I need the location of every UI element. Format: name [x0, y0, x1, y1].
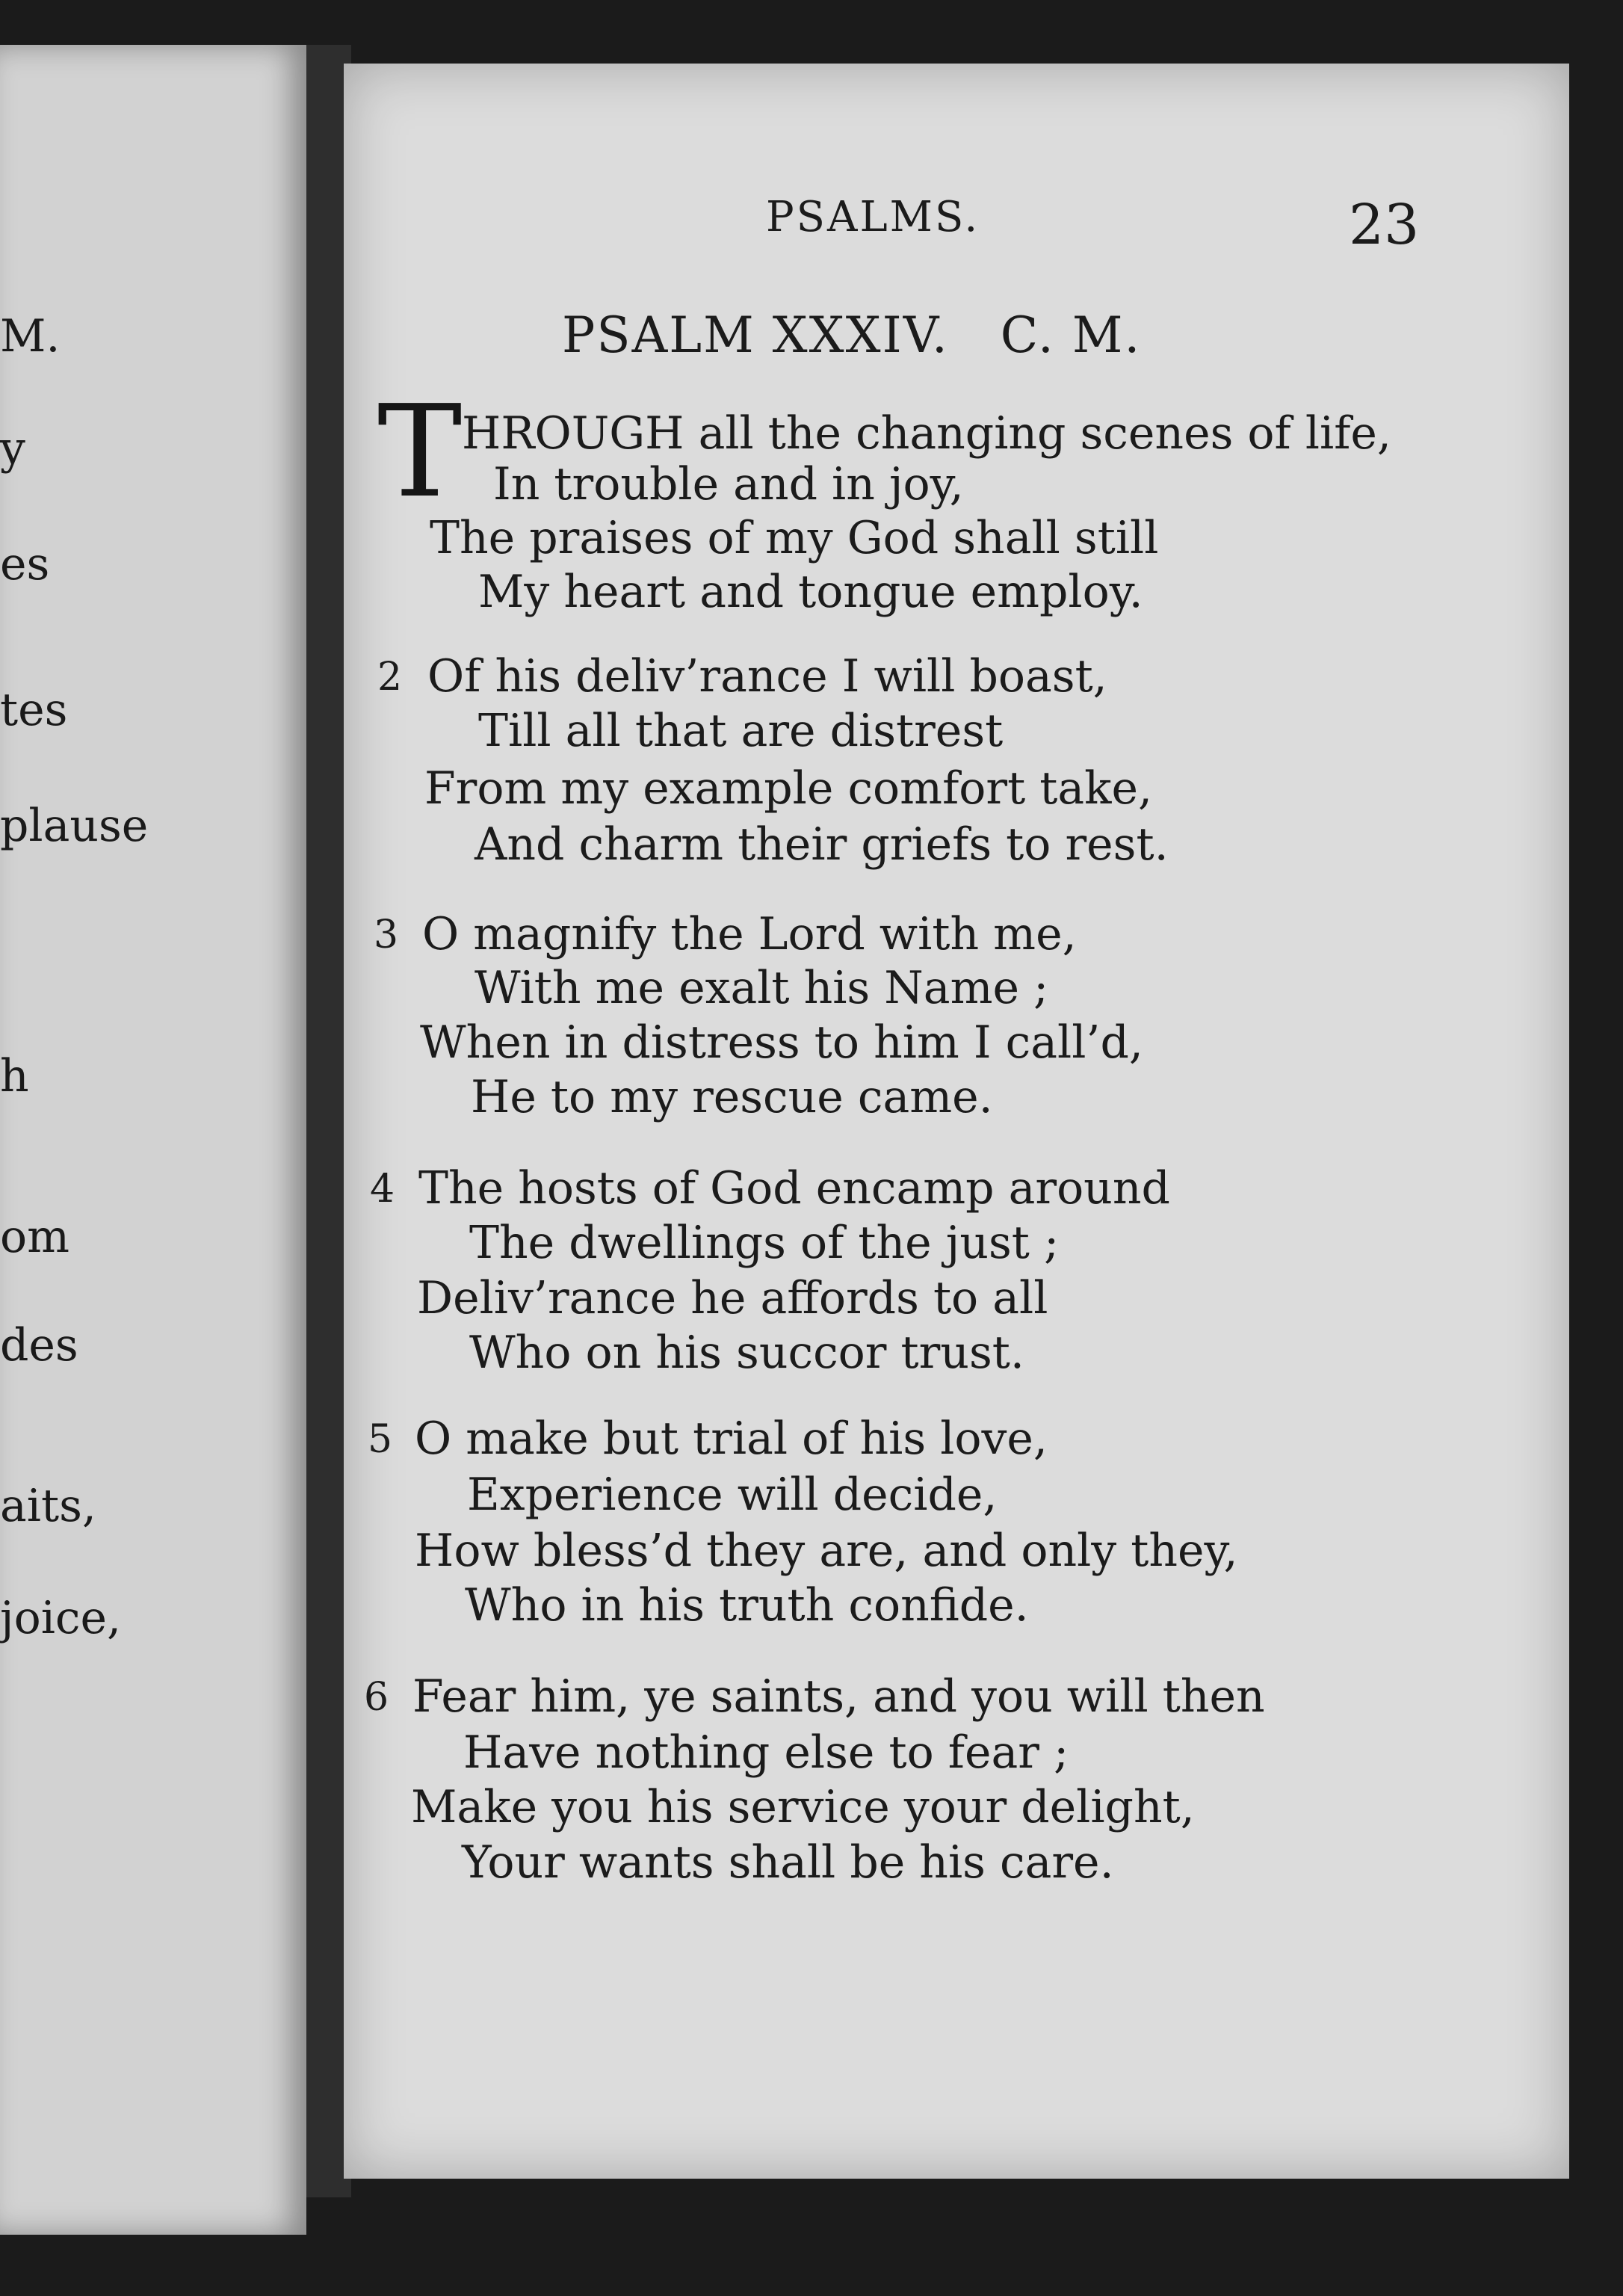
verse-line: The hosts of God encamp around [418, 1162, 1170, 1215]
left-page-fragment: es [0, 538, 50, 590]
verse-number: 2 [377, 655, 403, 700]
verse-line: And charm their griefs to rest. [474, 818, 1169, 871]
verse-line: HROUGH all the changing scenes of life, [462, 407, 1392, 460]
psalm-title: PSALM XXXIV. C. M. [562, 306, 1142, 364]
verse-line: The praises of my God shall still [430, 512, 1159, 564]
verse-number: 6 [364, 1675, 389, 1720]
verse-line: Fear him, ye saints, and you will then [412, 1670, 1265, 1723]
verse-line: He to my rescue came. [471, 1071, 993, 1123]
left-page-fragment: joice, [0, 1592, 122, 1644]
verse-line: The dwellings of the just ; [469, 1217, 1060, 1269]
left-page [0, 45, 306, 2235]
verse-line: Deliv’rance he affords to all [417, 1272, 1048, 1324]
left-page-fragment: M. [0, 310, 61, 362]
verse-line: O make but trial of his love, [415, 1413, 1048, 1465]
verse-line: Your wants shall be his care. [462, 1836, 1114, 1889]
verse-line: How bless’d they are, and only they, [415, 1525, 1238, 1577]
left-page-fragment: tes [0, 684, 68, 736]
left-page-fragment: aits, [0, 1480, 96, 1532]
verse-line: From my example comfort take, [424, 762, 1153, 815]
verse-number: 4 [370, 1167, 395, 1212]
left-page-fragment: des [0, 1319, 78, 1371]
drop-cap: T [377, 378, 463, 526]
left-page-fragment: y [0, 422, 25, 475]
verse-number: 3 [374, 913, 399, 957]
verse-line: O magnify the Lord with me, [422, 908, 1077, 960]
verse-number: 5 [368, 1417, 393, 1462]
verse-line: Of his deliv’rance I will boast, [427, 650, 1107, 703]
verse-line: Experience will decide, [467, 1469, 998, 1521]
verse-line: Who in his truth confide. [465, 1579, 1029, 1632]
left-page-fragment: plause [0, 800, 149, 852]
verse-line: My heart and tongue employ. [478, 566, 1143, 618]
verse-line: In trouble and in joy, [493, 458, 964, 510]
left-page-fragment: h [0, 1050, 29, 1102]
verse-line: Have nothing else to fear ; [463, 1726, 1069, 1779]
verse-line: Make you his service your delight, [411, 1781, 1195, 1833]
verse-line: Who on his succor trust. [469, 1327, 1024, 1379]
verse-line: With me exalt his Name ; [474, 962, 1049, 1014]
verse-line: When in distress to him I call’d, [420, 1016, 1143, 1069]
left-page-fragment: om [0, 1211, 70, 1263]
running-head: PSALMS. [766, 193, 980, 241]
page-number: 23 [1349, 193, 1420, 257]
verse-line: Till all that are distrest [478, 705, 1004, 757]
